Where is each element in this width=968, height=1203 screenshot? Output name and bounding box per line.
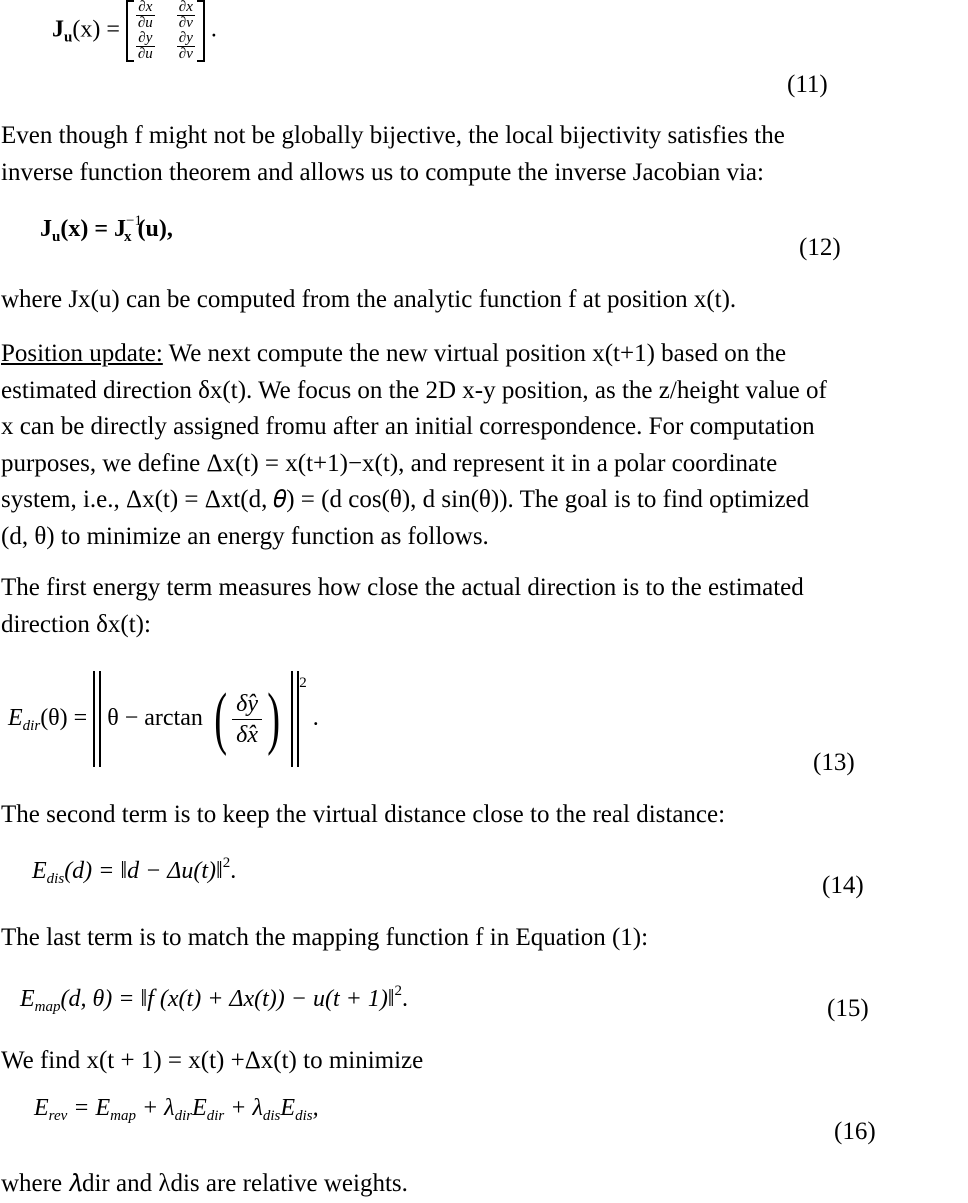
p4-line1: The first energy term measures how close the actual direction is to the estimated	[1, 574, 804, 601]
eq12-lhs: J	[40, 216, 52, 242]
m22-den: ∂v	[178, 46, 193, 62]
eq14-tail: .	[230, 858, 237, 884]
paragraph-3	[1, 336, 967, 555]
m11-den: ∂u	[137, 15, 153, 31]
m11-num: ∂x	[136, 0, 155, 16]
paragraph-4	[1, 570, 967, 643]
eq13-frac-num: δ̂y	[232, 689, 262, 720]
eq16-edir: E	[192, 1095, 207, 1121]
eq12-sub: u	[52, 229, 61, 245]
eq14-body: (d) = ‖d − Δu(t)‖	[64, 858, 223, 884]
eq16-plus1: + λ	[135, 1095, 175, 1121]
m21-num: ∂y	[136, 31, 155, 47]
eq12-sup: −1	[126, 213, 142, 229]
eq11-lhs: J	[52, 16, 64, 43]
p3-line6: (d, θ) to minimize an energy function as follows.	[1, 522, 489, 550]
eq16-lambda-dis: dis	[262, 1108, 281, 1124]
p1-line1: Even though f might not be globally bijective, the local bijectivity satisfies the	[1, 122, 785, 149]
eq13-norm-left	[93, 671, 101, 767]
position-update-heading: Position update:	[1, 340, 163, 367]
paragraph-6	[1, 920, 967, 957]
paragraph-1	[1, 118, 967, 191]
eq13-frac-den: δ̂x	[236, 721, 258, 748]
eq15-tail: .	[402, 986, 409, 1012]
m12-num: ∂x	[178, 0, 193, 15]
eq15-number: (15)	[827, 995, 869, 1022]
eq16-rev: rev	[48, 1108, 68, 1124]
p2-text: where Jx(u) can be computed from the analytic function f at position x(t).	[1, 286, 737, 313]
eq11-number: (11)	[787, 71, 828, 98]
equation-11	[52, 0, 217, 62]
eq11-arg: (x) =	[72, 16, 120, 43]
eq15-sup: 2	[394, 983, 403, 999]
eq14-sup: 2	[222, 855, 231, 871]
eq15-sub: map	[34, 999, 61, 1015]
eq14-number: (14)	[822, 872, 864, 899]
m21-den: ∂u	[137, 46, 153, 62]
eq16-lambda-dir: dir	[174, 1108, 193, 1124]
eq16-eq: = E	[67, 1095, 111, 1121]
eq11-tail: .	[210, 16, 217, 43]
eq13-body: θ − arctan	[107, 705, 203, 731]
p3-line1: We next compute the new virtual position x(t+1) based on the	[162, 340, 787, 367]
equation-13: $E_{dir}(\theta) = \theta - \arctan$ ( $\frac{\deltây}{\deltâx}$ ) $^2$ .	[8, 668, 319, 767]
p3-line5: system, i.e., Δx(t) = Δxt(d, 𝜃) = (d cos(θ), d sin(θ)). The goal is to find optimized	[1, 486, 810, 513]
m12-den: ∂v	[178, 15, 193, 31]
p8-text: where 𝜆dir and λdis are relative weights.	[1, 1170, 408, 1197]
eq13-arg: (θ) =	[40, 705, 88, 731]
eq16-plus2: + λ	[224, 1095, 263, 1121]
equation-16	[34, 1093, 319, 1131]
p3-line2: estimated direction δx(t). We focus on the 2D x-y position, as the z/height value of	[1, 376, 827, 404]
eq16-number: (16)	[834, 1118, 876, 1145]
p4-line2: direction δx(t):	[1, 610, 151, 638]
eq16-map: map	[110, 1108, 136, 1124]
jacobian-matrix	[126, 0, 205, 62]
eq14-lhs: E	[32, 858, 47, 884]
eq16-e: E	[34, 1095, 49, 1121]
p3-line3: x can be directly assigned fromu after an initial correspondence. For computation	[1, 413, 815, 440]
m22-num: ∂y	[178, 30, 193, 46]
p5-text: The second term is to keep the virtual distance close to the real distance:	[1, 801, 726, 828]
p7-text: We find x(t + 1) = x(t) +Δx(t) to minimize	[1, 1047, 424, 1074]
eq13-sup: 2	[299, 675, 307, 691]
equation-14	[32, 848, 236, 894]
p3-line4: purposes, we define Δx(t) = x(t+1)−x(t), and represent it in a polar coordinate	[1, 449, 778, 477]
eq12-number: (12)	[799, 234, 841, 261]
eq12-arg: (x) = J	[60, 216, 127, 242]
p1-line2: inverse function theorem and allows us to compute the inverse Jacobian via:	[1, 158, 764, 186]
eq13-sub: dir	[22, 718, 41, 734]
paragraph-2	[1, 282, 967, 319]
eq13-number: (13)	[813, 749, 855, 776]
eq15-lhs: E	[20, 986, 35, 1012]
eq12-sub2: x	[123, 229, 132, 245]
paragraph-5	[1, 797, 967, 834]
equation-15	[20, 976, 408, 1022]
eq12-rhs: (u),	[137, 216, 173, 242]
eq13-lhs: E	[8, 705, 23, 731]
paragraph-8	[1, 1166, 967, 1203]
eq16-tail: ,	[312, 1095, 319, 1121]
eq14-sub: dis	[46, 871, 65, 887]
eq16-edir-sub: dir	[206, 1108, 225, 1124]
eq16-edis: E	[280, 1095, 296, 1121]
eq16-edis-sub: dis	[295, 1108, 313, 1124]
p6-text: The last term is to match the mapping function f in Equation (1):	[1, 924, 649, 951]
eq13-tail: .	[312, 705, 319, 731]
paragraph-7	[1, 1043, 967, 1080]
eq15-body: (d, θ) = ‖f (x(t) + Δx(t)) − u(t + 1)‖	[60, 986, 395, 1012]
eq11-sub: u	[64, 29, 73, 46]
equation-12	[40, 206, 173, 252]
